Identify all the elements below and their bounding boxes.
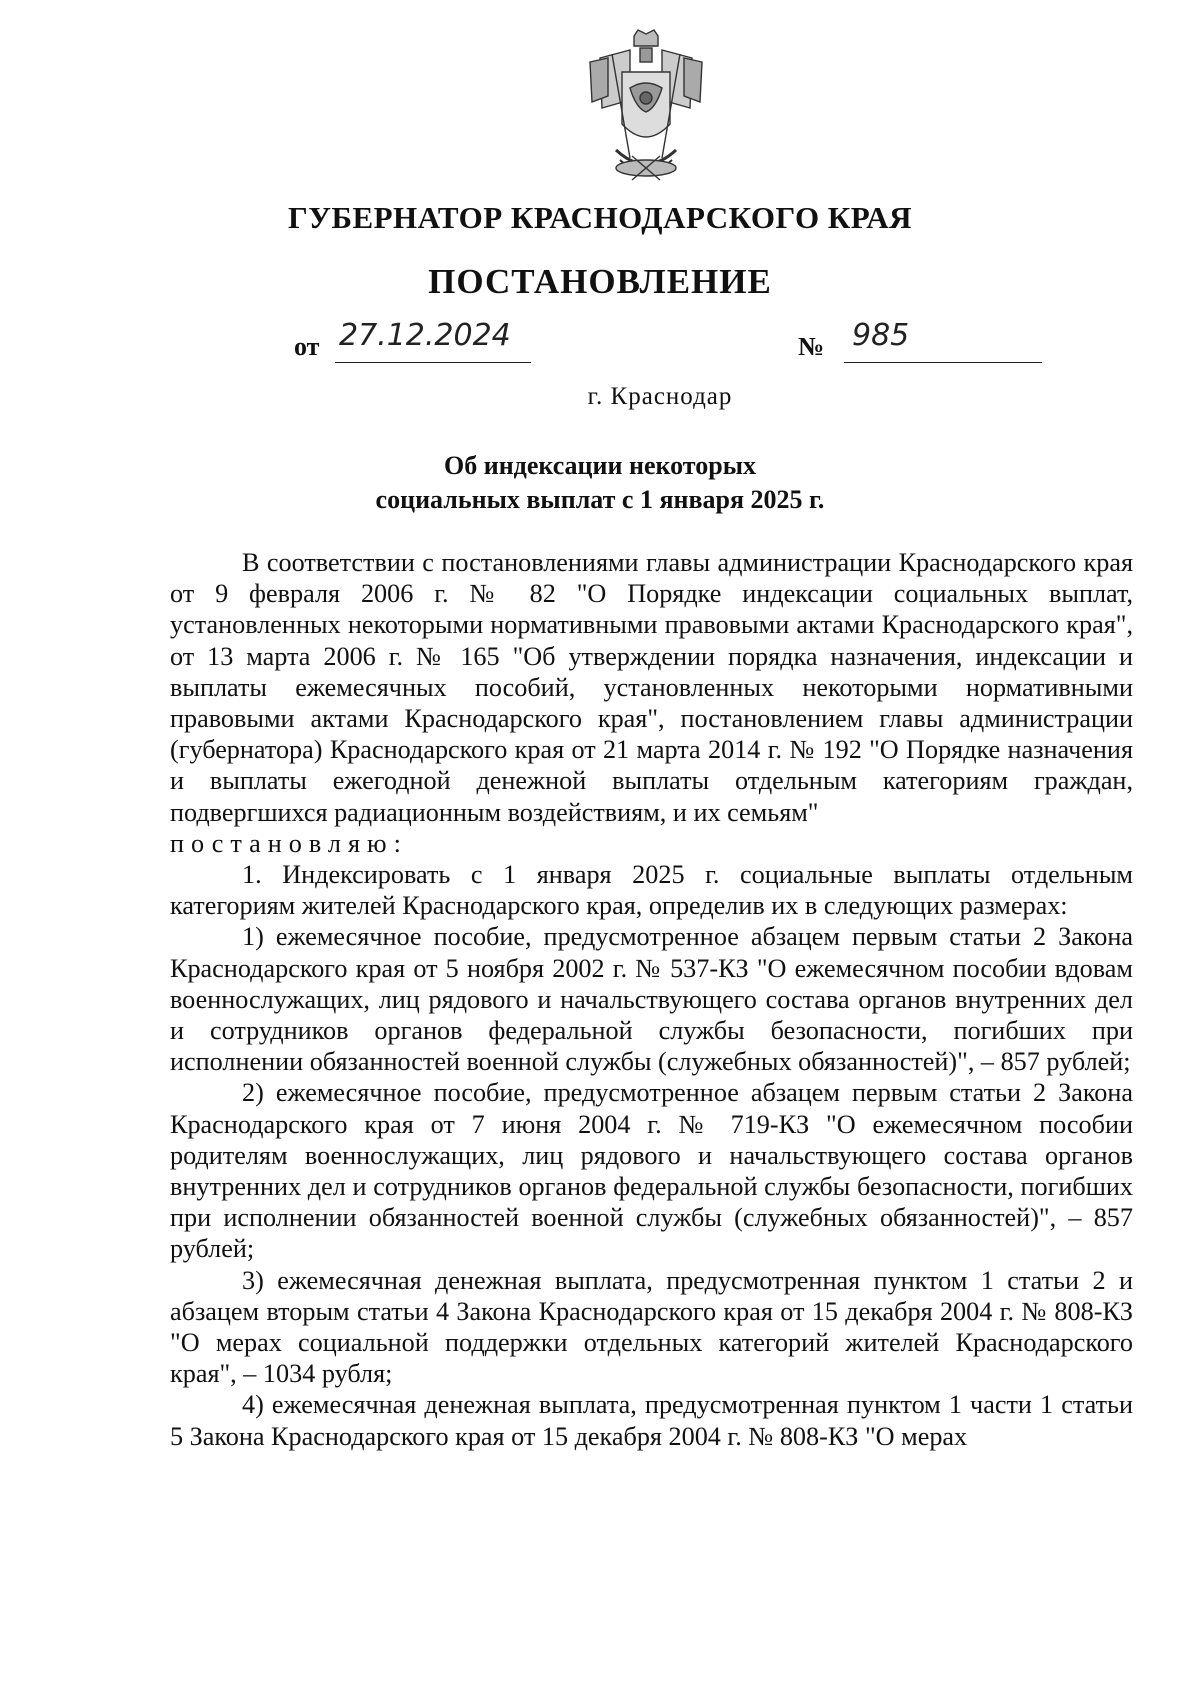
preamble-paragraph: В соответствии с постановлениями главы администрации Краснодарского края от 9 февраля 2006 г. № 82 "О Порядке индексации социальных выплат, установленных некоторыми нормативными правовыми актами Краснодарского края", от 13 марта 2006 г. № 165 "Об утверждении порядка назначения, индексации и выплаты ежемесячных пособий, установленных некоторыми нормативными правовыми актами Краснодарского края", постановлением главы администрации (губернатора) Краснодарского края от 21 марта 2014 г. № 192 "О Порядке назначения и выплаты ежегодной денежной выплаты отдельным категориям граждан, подвергшихся радиационным воздействиям, и их семьям" <box>170 548 1133 827</box>
date-label: от <box>294 332 320 361</box>
coat-of-arms-icon <box>560 28 732 194</box>
number-value: 985 <box>844 318 1042 363</box>
document-type: ПОСТАНОВЛЕНИЕ <box>428 262 772 301</box>
decree-word: постановляю: <box>170 828 408 858</box>
sub-item-2: 2) ежемесячное пособие, предусмотренное абзацем первым статьи 2 Закона Краснодарского края от 7 июня 2004 г. № 719-КЗ "О ежемесячном пособии родителям военнослужащих, лиц рядового и начальствующего состава органов внутренних дел и сотрудников органов федеральной службы безопасности, погибших при исполнении обязанностей военной службы (служебных обязанностей)", – 857 рублей; <box>170 1078 1133 1264</box>
sub-item-1: 1) ежемесячное пособие, предусмотренное абзацем первым статьи 2 Закона Краснодарского края от 5 ноября 2002 г. № 537-КЗ "О ежемесячном пособии вдовам военнослужащих, лиц рядового и начальствующего состава органов внутренних дел и сотрудников органов федеральной службы безопасности, погибших при исполнении обязанностей военной службы (служебных обязанностей)", – 857 рублей; <box>170 922 1133 1077</box>
title-line-1: Об индексации некоторых <box>443 451 756 480</box>
issuing-authority: ГУБЕРНАТОР КРАСНОДАРСКОГО КРАЯ <box>287 200 913 235</box>
number-label: № <box>798 332 825 361</box>
document-body <box>170 547 1133 1452</box>
date-value: 27.12.2024 <box>335 318 531 363</box>
sub-item-4: 4) ежемесячная денежная выплата, предусмотренная пунктом 1 части 1 статьи 5 Закона Краснодарского края от 15 декабря 2004 г. № 808-КЗ "О мерах <box>170 1390 1133 1451</box>
document-title <box>0 449 1200 517</box>
title-line-2: социальных выплат с 1 января 2025 г. <box>375 485 825 514</box>
city: г. Краснодар <box>587 383 733 410</box>
sub-item-3: 3) ежемесячная денежная выплата, предусмотренная пунктом 1 статьи 2 и абзацем вторым статьи 4 Закона Краснодарского края от 15 декабря 2004 г. № 808-КЗ "О мерах социальной поддержки отдельных категорий жителей Краснодарского края", – 1034 рубля; <box>170 1265 1133 1389</box>
item-1: 1. Индексировать с 1 января 2025 г. социальные выплаты отдельным категориям жителей Краснодарского края, определив их в следующих размерах: <box>170 860 1133 921</box>
